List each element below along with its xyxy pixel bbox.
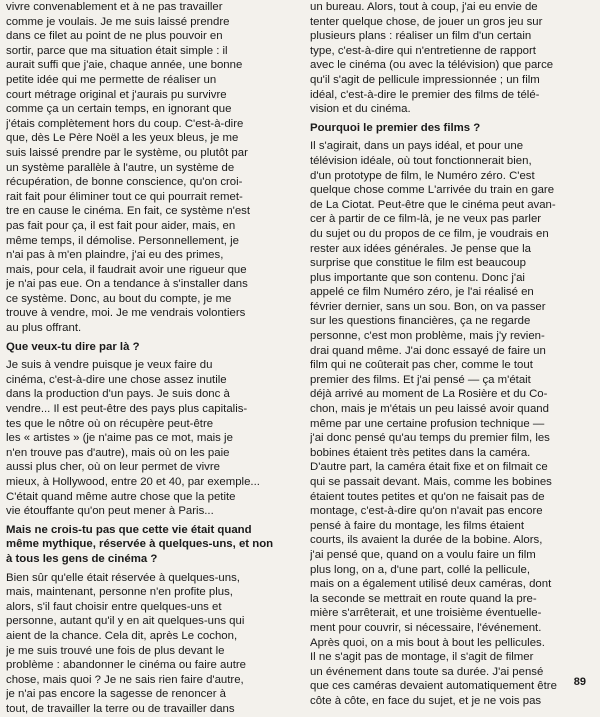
text-line: que ces caméras devaient automatiquement être bbox=[310, 680, 557, 693]
text-line: rester aux idées générales. Je pense que la bbox=[310, 242, 531, 255]
text-line: Après quoi, on a mis bout à bout les pellicules. bbox=[310, 636, 545, 649]
text-line: plus long, on a, d'une part, collé la pellicule, bbox=[310, 563, 531, 576]
text-line: cer à partir de ce film-là, je ne veux pas parler bbox=[310, 213, 542, 226]
right-column bbox=[310, 0, 600, 709]
text-line: un événement dans toute sa durée. J'ai pensé bbox=[310, 665, 544, 678]
text-line: même par une certaine profusion technique — bbox=[310, 417, 545, 430]
text-line: bobines étaient très petites dans la caméra. bbox=[310, 446, 531, 459]
text-line: dans la production d'un pays. Je suis donc à bbox=[6, 388, 230, 401]
text-line: récupération, de bonne conscience, qu'on croi- bbox=[6, 176, 243, 189]
question-heading-line: à tous les gens de cinéma ? bbox=[6, 552, 158, 565]
text-line: pensé à faire du montage, les films étaient bbox=[310, 519, 525, 532]
text-line: de La Ciotat. Peut-être que le cinéma peut avan- bbox=[310, 198, 556, 211]
text-line: ment pour couvrir, si nécessaire, l'événement. bbox=[310, 621, 542, 634]
text-line: drai quand même. J'ai donc essayé de faire un bbox=[310, 344, 546, 357]
text-line: mière s'arrêterait, et une troisième éventuelle- bbox=[310, 607, 542, 620]
text-line: du sujet ou du propos de ce film, je voudrais en bbox=[310, 227, 549, 240]
text-line: mieux, à Hollywood, entre 20 et 40, par exemple... bbox=[6, 476, 260, 488]
text-line: étaient toutes petites et qu'on ne faisait pas de bbox=[310, 490, 545, 503]
text-line: aurait suffi que j'aie, chaque année, une bonne bbox=[6, 59, 243, 72]
text-line: mais, pour cela, il faudrait avoir une rigueur que bbox=[6, 263, 247, 276]
left-column bbox=[6, 0, 306, 717]
text-line: courts, ils avaient la durée de la bobine. Alors, bbox=[310, 534, 543, 547]
text-line: vie étouffante qu'on peut mener à Paris... bbox=[6, 505, 214, 518]
text-line: n'ai pas à m'en plaindre, j'ai eu des primes, bbox=[6, 249, 224, 262]
text-line: un bureau. Alors, tout à coup, j'ai eu envie de bbox=[310, 1, 538, 13]
text-line: chose, mais quoi ? Je ne sais rien faire d'autre, bbox=[6, 673, 244, 686]
text-line: vendre... Il est peut-être des pays plus capitalis- bbox=[6, 403, 248, 416]
text-line: plusieurs plans : réaliser un film d'un certain bbox=[310, 30, 532, 43]
text-line: que, dès Le Père Noël a les yeux bleus, je me bbox=[6, 132, 239, 145]
text-line: Bien sûr qu'elle était réservée à quelques-uns, bbox=[6, 571, 240, 584]
text-line: plus importante que son contenu. Donc j'ai bbox=[310, 271, 525, 284]
text-line: C'était quand même autre chose que la petite bbox=[6, 490, 236, 503]
text-line: côte à côte, en face du sujet, et je ne vois pas bbox=[310, 694, 542, 707]
text-line: montage, c'est-à-dire qu'on n'avait pas encore bbox=[310, 505, 543, 518]
text-line: tes que le nôtre où on récupère peut-être bbox=[6, 417, 214, 430]
text-line: les « artistes » (je n'aime pas ce mot, mais je bbox=[6, 432, 233, 445]
text-line: la seconde se mettrait en route quand la pre- bbox=[310, 592, 537, 605]
text-line: premier des films. Et j'ai pensé — ça m'était bbox=[310, 373, 531, 386]
text-line: je me suis trouvé une fois de plus devant le bbox=[6, 644, 225, 657]
text-line: alors, s'il faut choisir entre quelques-uns et bbox=[6, 600, 222, 613]
text-line: petite idée qui me permette de réaliser un bbox=[6, 73, 217, 86]
text-line: qu'il s'agit de pellicule impressionnée ; un film bbox=[310, 73, 540, 86]
text-line: quelque chose comme L'arrivée du train en gare bbox=[310, 184, 555, 197]
text-line: même temps, il démolise. Personnellement, je bbox=[6, 234, 239, 247]
page-number: 89 bbox=[573, 676, 586, 688]
text-line: télévision idéale, où tout fonctionnerait bien, bbox=[310, 154, 532, 167]
text-line: idéal, c'est-à-dire le premier des films de télé- bbox=[310, 88, 540, 101]
text-line: Il ne s'agit pas de montage, il s'agit de filmer bbox=[310, 651, 534, 664]
text-line: personne, c'est mon problème, mais j'y revien- bbox=[310, 330, 545, 343]
text-line: tenter quelque chose, de jouer un gros jeu sur bbox=[310, 15, 543, 28]
text-line: avec le cinéma (ou avec la télévision) que parce bbox=[310, 59, 554, 72]
text-line: aussi plus cher, où on leur permet de vivre bbox=[6, 461, 221, 474]
text-line: pas fait pour ça, il est fait pour aider, mais, en bbox=[6, 219, 236, 232]
text-line: surprise que constitue le film est beaucoup bbox=[310, 257, 526, 270]
text-line: mais on a également utilisé deux caméras, dont bbox=[310, 578, 552, 591]
question-heading-line: Pourquoi le premier des films ? bbox=[310, 121, 481, 134]
text-line: appelé ce film Numéro zéro, je l'ai réalisé en bbox=[310, 286, 534, 299]
text-line: d'un prototype de film, le Numéro zéro. C'est bbox=[310, 169, 535, 182]
text-line: au plus offrant. bbox=[6, 322, 82, 335]
text-line: vision et du cinéma. bbox=[310, 103, 411, 116]
text-line: Il s'agirait, dans un pays idéal, et pour une bbox=[310, 140, 524, 153]
text-line: je n'ai pas eue. On a tendance à s'installer dans bbox=[6, 278, 248, 291]
text-line: j'ai donc pensé qu'au temps du premier film, les bbox=[310, 432, 550, 445]
text-line: comme ça un certain temps, en ignorant que bbox=[6, 103, 232, 116]
text-line: trouve à vendre, moi. Je me vendrais volontiers bbox=[6, 307, 246, 320]
text-line: mais, maintenant, personne n'en profite plus, bbox=[6, 586, 233, 599]
text-line: sortir, parce que ma situation était simple : il bbox=[6, 44, 228, 57]
text-line: tre en cause le cinéma. En fait, ce système n'est bbox=[6, 205, 251, 218]
text-line: je n'ai pas encore la sagesse de renoncer à bbox=[6, 688, 227, 701]
text-line: court métrage original et j'aurais pu survivre bbox=[6, 88, 227, 101]
text-line: tout, de travailler la terre ou de travailler dans bbox=[6, 702, 235, 715]
text-line: aient de la chance. Cela dit, après Le cochon, bbox=[6, 629, 238, 642]
text-line: cinéma, c'est-à-dire une chose assez inutile bbox=[6, 373, 227, 386]
text-line: ce système. Donc, au bout du compte, je me bbox=[6, 292, 232, 305]
text-line: rait fait pour éliminer tout ce qui pourrait remet- bbox=[6, 190, 243, 203]
text-line: type, c'est-à-dire qui n'entretienne de rapport bbox=[310, 44, 536, 57]
text-line: j'ai pensé que, quand on a voulu faire un film bbox=[310, 548, 536, 561]
text-line: comme je voulais. Je me suis laissé prendre bbox=[6, 15, 230, 28]
text-line: problème : abandonner le cinéma ou faire autre bbox=[6, 659, 246, 672]
question-heading-line: même mythique, réservée à quelques-uns, et non bbox=[6, 538, 274, 551]
text-line: un système parallèle à l'autre, un système de bbox=[6, 161, 235, 174]
text-line: suis laissé prendre par le système, ou plutôt par bbox=[6, 146, 248, 159]
text-line: qui se passait devant. Mais, comme les bobines bbox=[310, 476, 552, 488]
text-line: personne, autant qu'il y en ait quelques-uns qui bbox=[6, 615, 245, 628]
text-line: j'étais complètement hors du coup. C'est-à-dire bbox=[6, 117, 244, 130]
text-line: sur les questions financières, ça ne regarde bbox=[310, 315, 531, 328]
text-line: chon, mais je m'étais un peu laissé avoir quand bbox=[310, 403, 549, 416]
text-line: Je suis à vendre puisque je veux faire du bbox=[6, 359, 213, 372]
question-heading-line: Mais ne crois-tu pas que cette vie était quand bbox=[6, 523, 252, 536]
text-line: n'en trouve pas d'autre), mais où on les paie bbox=[6, 446, 230, 459]
text-line: février dernier, sans un sou. Bon, on va passer bbox=[310, 300, 546, 313]
text-line: dans ce filet au point de ne plus pouvoir en bbox=[6, 30, 223, 43]
text-line: D'autre part, la caméra était fixe et on filmait ce bbox=[310, 461, 548, 474]
question-heading-line: Que veux-tu dire par là ? bbox=[6, 340, 140, 353]
text-line: vivre convenablement et à ne pas travailler bbox=[6, 1, 223, 13]
text-line: déjà arrivé au moment de La Rosière et du Co- bbox=[310, 388, 548, 401]
text-line: film qui ne coûterait pas cher, comme le tout bbox=[310, 359, 533, 372]
